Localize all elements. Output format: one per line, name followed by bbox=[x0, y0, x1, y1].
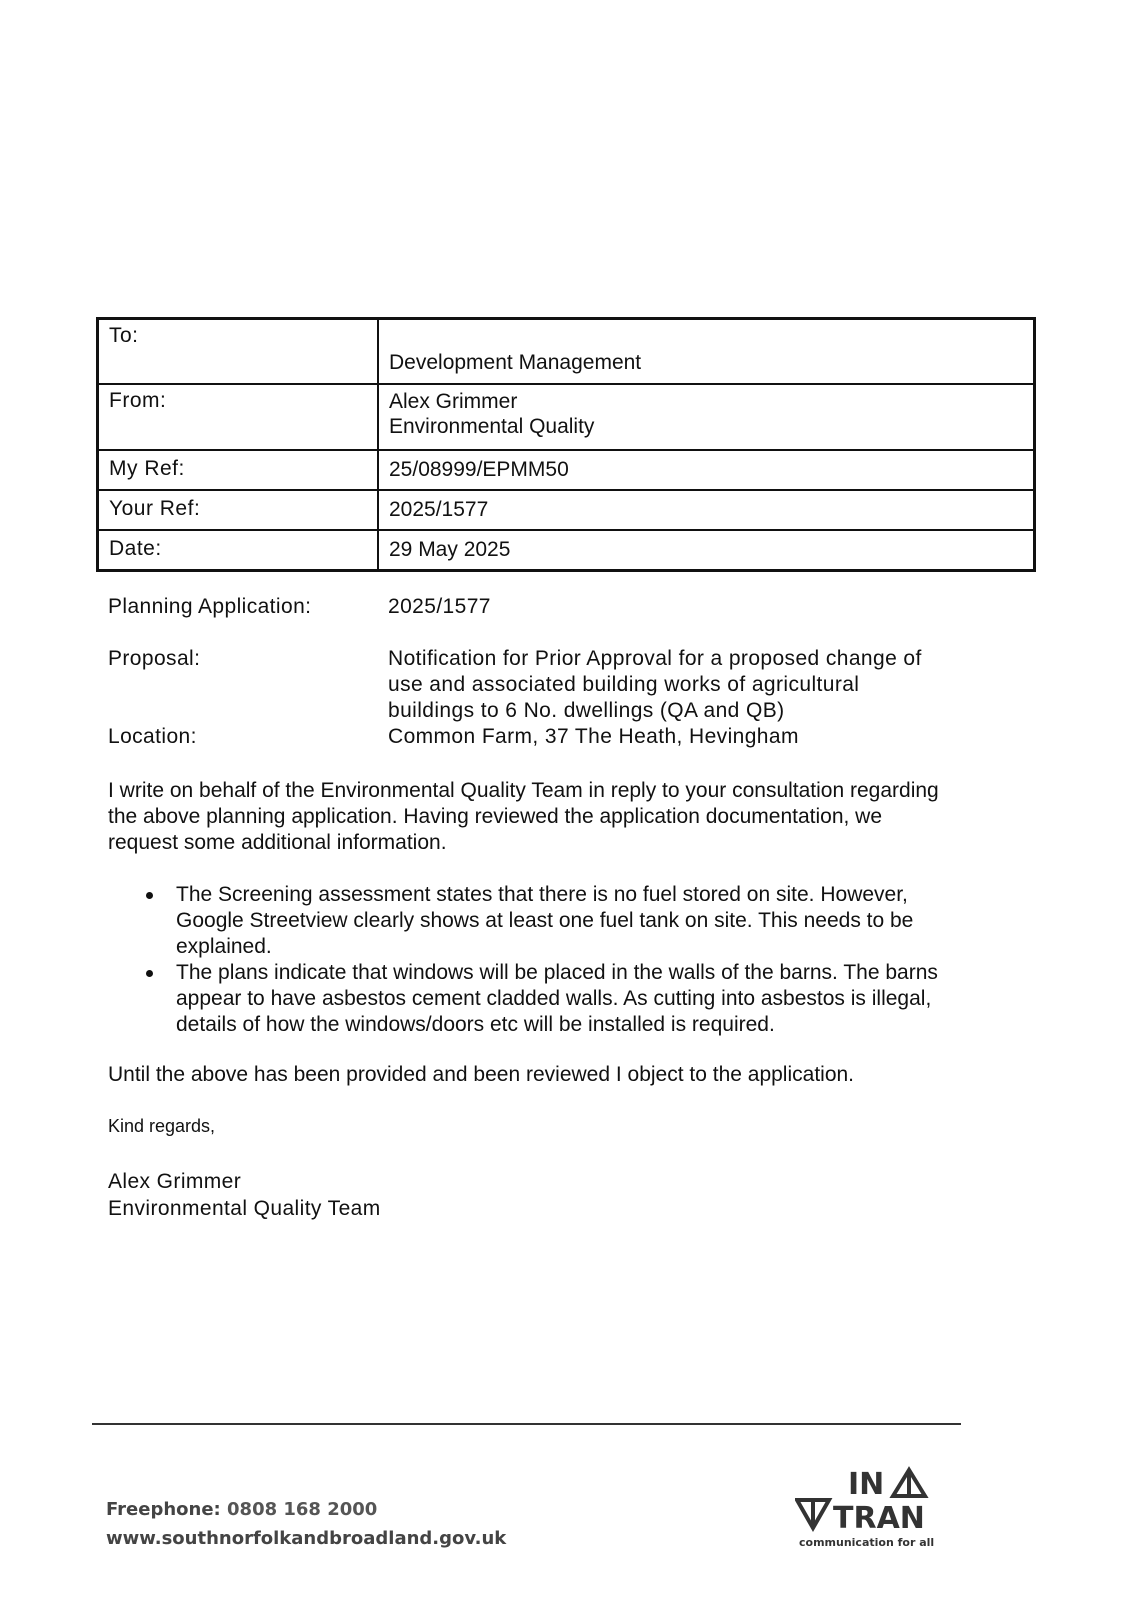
logo-text-in: IN bbox=[848, 1467, 885, 1502]
list-item bbox=[108, 882, 1023, 960]
memo-row-your-ref bbox=[99, 489, 1033, 529]
from-value bbox=[379, 385, 1033, 449]
proposal-value bbox=[388, 646, 1028, 724]
intro-line: request some additional information. bbox=[108, 831, 447, 854]
planning-application-label: Planning Application: bbox=[108, 595, 312, 618]
list-item-line: The Screening assessment states that there is no fuel stored on site. However, bbox=[176, 883, 908, 906]
my-ref-label: My Ref: bbox=[99, 451, 379, 489]
proposal-line: buildings to 6 No. dwellings (QA and QB) bbox=[388, 699, 785, 722]
application-details bbox=[108, 594, 1028, 750]
date-value: 29 May 2025 bbox=[389, 538, 511, 561]
signature-block bbox=[108, 1168, 381, 1222]
memo-row-date bbox=[99, 529, 1033, 569]
list-item-line: details of how the windows/doors etc will be installed is required. bbox=[176, 1013, 775, 1036]
list-item-line: appear to have asbestos cement cladded walls. As cutting into asbestos is illegal, bbox=[176, 987, 932, 1010]
location-value: Common Farm, 37 The Heath, Hevingham bbox=[388, 725, 799, 748]
memo-header-table bbox=[96, 317, 1036, 572]
signature-team: Environmental Quality Team bbox=[108, 1197, 381, 1220]
to-value: Development Management bbox=[389, 351, 642, 374]
footer-contact bbox=[106, 1495, 506, 1553]
memo-row-to bbox=[99, 320, 1033, 383]
signature-name: Alex Grimmer bbox=[108, 1170, 242, 1193]
proposal-row bbox=[108, 646, 1028, 724]
intran-logo bbox=[795, 1466, 955, 1556]
logo-tagline: communication for all bbox=[799, 1536, 935, 1549]
list-item-line: explained. bbox=[176, 935, 272, 958]
bullet-icon bbox=[146, 892, 153, 899]
date-label: Date: bbox=[99, 531, 379, 569]
website-link[interactable]: www.southnorfolkandbroadland.gov.uk bbox=[106, 1528, 507, 1549]
from-name: Alex Grimmer bbox=[389, 390, 518, 413]
location-label: Location: bbox=[108, 725, 197, 748]
freephone-number: 0808 168 2000 bbox=[227, 1499, 378, 1520]
list-item-line: Google Streetview clearly shows at least one fuel tank on site. This needs to be bbox=[176, 909, 914, 932]
list-item-line: The plans indicate that windows will be placed in the walls of the barns. The barns bbox=[176, 961, 938, 984]
request-list bbox=[108, 882, 1023, 1038]
planning-application-row bbox=[108, 594, 1028, 620]
from-team: Environmental Quality bbox=[389, 415, 595, 438]
from-label: From: bbox=[99, 385, 379, 449]
intro-line: the above planning application. Having reviewed the application documentation, we bbox=[108, 805, 883, 828]
bullet-icon bbox=[146, 970, 153, 977]
memo-row-my-ref bbox=[99, 449, 1033, 489]
freephone-label: Freephone: bbox=[106, 1499, 221, 1520]
freephone-line bbox=[106, 1495, 506, 1524]
planning-application-value: 2025/1577 bbox=[388, 595, 491, 618]
list-item bbox=[108, 960, 1023, 1038]
closing-paragraph: Until the above has been provided and been reviewed I object to the application. bbox=[108, 1063, 855, 1086]
footer-divider bbox=[92, 1423, 961, 1425]
location-row bbox=[108, 724, 1028, 750]
intro-paragraph bbox=[108, 778, 1023, 856]
to-label: To: bbox=[99, 320, 379, 383]
your-ref-value: 2025/1577 bbox=[389, 498, 489, 521]
regards-text: Kind regards, bbox=[108, 1116, 216, 1136]
logo-text-tran: TRAN bbox=[833, 1501, 925, 1536]
proposal-label: Proposal: bbox=[108, 647, 201, 670]
your-ref-label: Your Ref: bbox=[99, 491, 379, 529]
memo-row-from bbox=[99, 383, 1033, 449]
proposal-line: Notification for Prior Approval for a proposed change of bbox=[388, 647, 922, 670]
my-ref-value: 25/08999/EPMM50 bbox=[389, 458, 569, 481]
intro-line: I write on behalf of the Environmental Quality Team in reply to your consultation regarding bbox=[108, 779, 939, 802]
proposal-line: use and associated building works of agricultural bbox=[388, 673, 860, 696]
